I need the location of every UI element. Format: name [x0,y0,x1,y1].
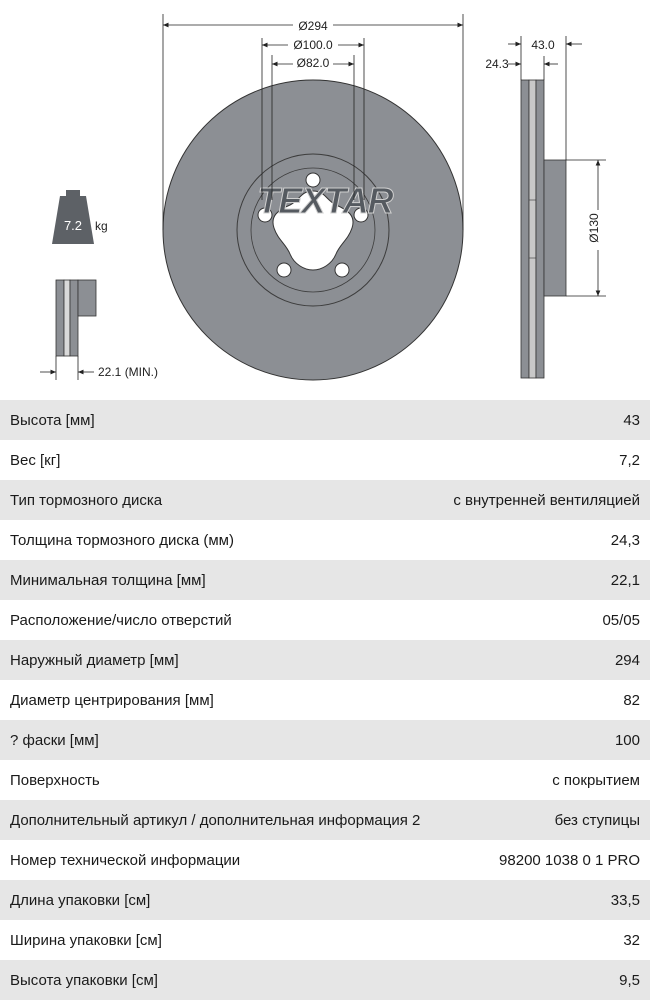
spec-label: Высота [мм] [10,411,95,429]
weight-unit: kg [95,219,108,233]
spec-value: 98200 1038 0 1 PRO [499,851,640,869]
spec-table [0,400,650,1000]
spec-value: 9,5 [619,971,640,989]
spec-label: Ширина упаковки [см] [10,931,162,949]
spec-value: 82 [623,691,640,709]
spec-label: Тип тормозного диска [10,491,163,509]
spec-row-chamfer [0,720,650,760]
spec-row-weight [0,440,650,480]
hat-diameter-label: Ø130 [587,213,601,243]
center-diameter-label: Ø82.0 [296,56,330,70]
brake-disc-drawing [0,0,650,400]
spec-value: 294 [614,651,640,669]
spec-label: Расположение/число отверстий [10,611,232,629]
bolt-circle-label: Ø100.0 [293,38,333,52]
spec-label: Минимальная толщина [мм] [10,571,206,589]
spec-value: 05/05 [602,611,640,629]
spec-row-outer-diameter [0,640,650,680]
min-thickness-label: 22.1 (MIN.) [98,365,159,379]
spec-value: 7,2 [619,451,640,469]
spec-label: Наружный диаметр [мм] [10,651,179,669]
spec-row-extra-info [0,800,650,840]
spec-value: без ступицы [554,811,640,829]
spec-value: 22,1 [610,571,640,589]
spec-row-height [0,400,650,440]
spec-value: с внутренней вентиляцией [453,491,640,509]
spec-label: Высота упаковки [см] [10,971,158,989]
spec-row-thickness [0,520,650,560]
weight-icon [52,190,94,244]
disc-side-view [521,80,566,378]
disc-front-view [163,80,463,380]
outer-diameter-label: Ø294 [298,19,328,33]
spec-label: Поверхность [10,771,100,789]
spec-value: 24,3 [610,531,640,549]
spec-value: 43 [623,411,640,429]
spec-row-center-diameter [0,680,650,720]
brand-logo: TEXTAR [257,180,393,221]
spec-row-disc-type [0,480,650,520]
spec-label: Вес [кг] [10,451,61,469]
spec-row-min-thickness [0,560,650,600]
spec-label: Номер технической информации [10,851,241,869]
spec-row-pack-height [0,960,650,1000]
thickness-label: 24.3 [485,57,509,71]
spec-row-holes [0,600,650,640]
spec-label: ? фаски [мм] [10,731,99,749]
spec-label: Толщина тормозного диска (мм) [10,531,234,549]
spec-row-tech-info [0,840,650,880]
spec-value: с покрытием [552,771,640,789]
spec-label: Длина упаковки [см] [10,891,151,909]
spec-label: Дополнительный артикул / дополнительная информация 2 [10,811,421,829]
spec-row-pack-width [0,920,650,960]
spec-label: Диаметр центрирования [мм] [10,691,214,709]
spec-row-pack-length [0,880,650,920]
spec-value: 33,5 [610,891,640,909]
min-thickness-section [40,280,96,380]
spec-value: 100 [614,731,640,749]
spec-value: 32 [623,931,640,949]
spec-row-surface [0,760,650,800]
weight-value: 7.2 [63,218,83,233]
height-label: 43.0 [531,38,555,52]
